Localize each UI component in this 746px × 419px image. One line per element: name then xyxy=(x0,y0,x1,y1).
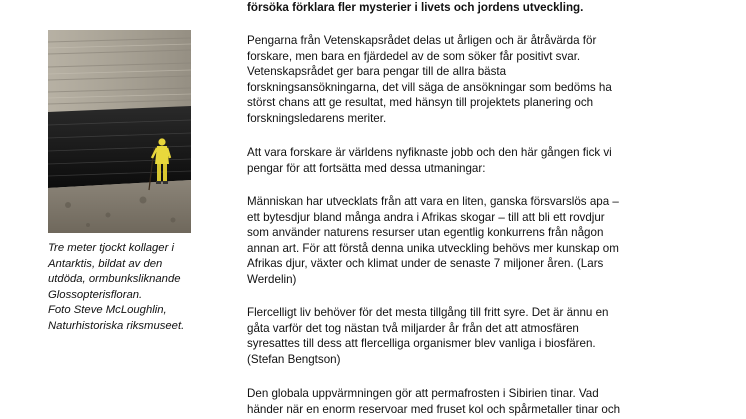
photo-caption xyxy=(48,241,218,335)
paragraph-line: Pengarna från Vetenskapsrådet delas ut årligen och är åtråvärda för xyxy=(247,34,597,47)
caption-line: Antarktis, bildat av den xyxy=(48,257,163,270)
paragraph-line: Att vara forskare är världens nyfiknaste jobb och den här gången fick vi xyxy=(247,146,612,159)
caption-line: Foto Steve McLoughlin, xyxy=(48,304,167,317)
caption-line: Glossopterisfloran. xyxy=(48,288,143,301)
paragraph-line: Werdelin) xyxy=(247,272,297,286)
caption-line: utdöda, ormbunksliknande xyxy=(48,273,181,286)
paragraph-line: annan art. För att förstå denna unika utveckling behövs mer kunskap om xyxy=(247,241,619,255)
paragraph-line: Den globala uppvärmningen gör att permafrosten i Sibirien tinar. Vad xyxy=(247,387,599,400)
paragraph-line: Flercelligt liv behöver för det mesta tillgång till fritt syre. Det är ännu en xyxy=(247,306,609,319)
paragraph-line: händer när en enorm reservoar med fruset kol och spårmetaller tinar och xyxy=(247,402,621,416)
paragraph-line: Människan har utvecklats från att vara en liten, ganska försvarslös apa – xyxy=(247,195,619,208)
paragraph-line: Afrikas djur, växter och klimat under de senaste 7 miljoner åren. (Lars xyxy=(247,257,604,270)
paragraph-line: störst chans att ge resultat, med hänsyn till projektets planering och xyxy=(247,96,594,109)
caption-line: Naturhistoriska riksmuseet. xyxy=(48,319,185,332)
paragraph-line: forskare, men bara en fjärdedel av de som söker får positivt svar. xyxy=(247,49,581,63)
caption-line: Tre meter tjockt kollager i xyxy=(48,242,174,254)
paragraph-permafrost xyxy=(247,386,620,417)
paragraph-line: ett bytesdjur bland många andra i Afrikas skogar – till att bli ett rovdjur xyxy=(247,210,605,224)
coal-seam-photo xyxy=(48,30,191,233)
paragraph-line: forskningsledarens meriter. xyxy=(247,111,387,125)
paragraph-oxygen xyxy=(247,305,609,367)
lead-sentence: försöka förklara fler mysterier i livets och jordens utveckling. xyxy=(247,1,584,14)
paragraph-line: Vetenskapsrådet ger bara pengar till de allra bästa xyxy=(247,65,507,78)
paragraph-curiosity xyxy=(247,145,612,176)
paragraph-line: pengar för att fortsätta med dessa utmaningar: xyxy=(247,161,486,175)
paragraph-human-evolution xyxy=(247,194,619,287)
paragraph-line: som använder naturens resurser utan egentlig konkurrens från någon xyxy=(247,226,604,239)
paragraph-funding xyxy=(247,33,612,126)
paragraph-line: gåta varför det tog nästan två miljarder år från det att atmosfären xyxy=(247,321,579,335)
paragraph-line: (Stefan Bengtson) xyxy=(247,352,341,366)
paragraph-line: forskningsansökningarna, det vill säga de ansökningar som bedöms ha xyxy=(247,80,612,94)
paragraph-line: syresattes till dess att flercelliga organismer blev vanliga i biosfären. xyxy=(247,337,596,350)
